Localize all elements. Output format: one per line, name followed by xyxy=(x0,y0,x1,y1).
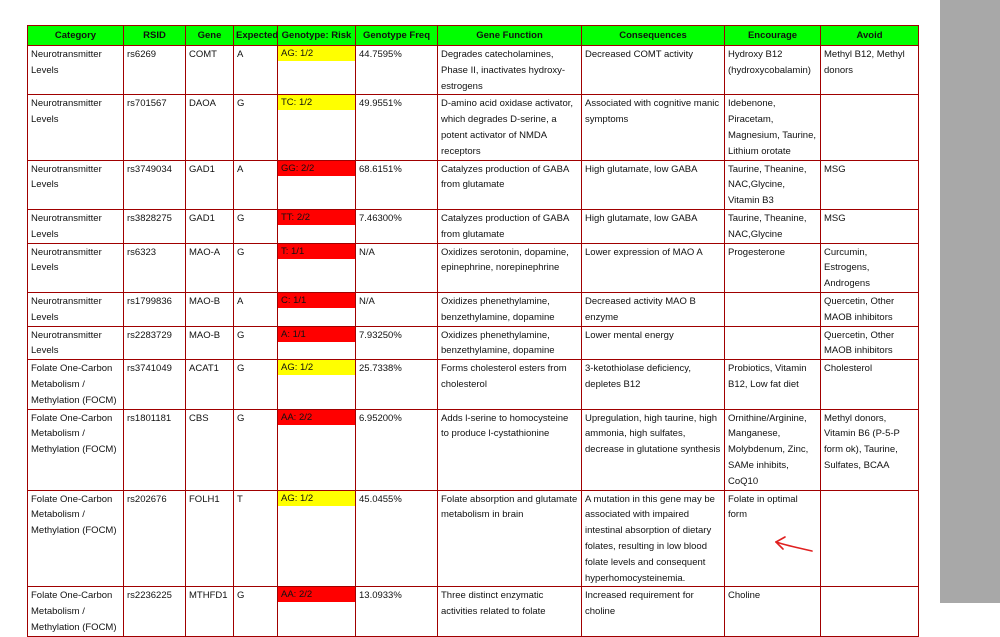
cell-consequences: Decreased activity MAO B enzyme xyxy=(582,292,725,326)
header-gene: Gene xyxy=(186,26,234,46)
cell-avoid xyxy=(821,95,919,160)
cell-function: Forms cholesterol esters from cholesterol xyxy=(438,360,582,409)
cell-avoid: MSG xyxy=(821,209,919,243)
risk-badge: C: 1/1 xyxy=(278,293,355,308)
cell-encourage xyxy=(725,292,821,326)
table-row xyxy=(28,209,919,243)
risk-badge: AA: 2/2 xyxy=(278,587,355,602)
cell-category: Folate One-Carbon Metabolism / Methylation (FOCM) xyxy=(28,409,124,490)
cell-expected: G xyxy=(234,326,278,360)
cell-consequences: High glutamate, low GABA xyxy=(582,160,725,209)
cell-genotype xyxy=(278,292,356,326)
cell-avoid xyxy=(821,587,919,636)
cell-category: Neurotransmitter Levels xyxy=(28,243,124,292)
cell-freq: 25.7338% xyxy=(356,360,438,409)
cell-rsid: rs3741049 xyxy=(124,360,186,409)
cell-expected: G xyxy=(234,209,278,243)
cell-gene: DAOA xyxy=(186,95,234,160)
cell-avoid: MSG xyxy=(821,160,919,209)
cell-avoid xyxy=(821,490,919,587)
cell-consequences: A mutation in this gene may be associated with impaired intestinal absorption of dietary folates, resulting in low blood folate levels and consequent hyperhomocysteinemia. xyxy=(582,490,725,587)
cell-freq: 49.9551% xyxy=(356,95,438,160)
cell-genotype xyxy=(278,243,356,292)
cell-encourage: Taurine, Theanine, NAC,Glycine xyxy=(725,209,821,243)
cell-rsid: rs3828275 xyxy=(124,209,186,243)
table-row xyxy=(28,95,919,160)
cell-function: Catalyzes production of GABA from glutamate xyxy=(438,209,582,243)
cell-function: Oxidizes phenethylamine, benzethylamine, dopamine xyxy=(438,326,582,360)
cell-function: Adds l-serine to homocysteine to produce l-cystathionine xyxy=(438,409,582,490)
cell-category: Neurotransmitter Levels xyxy=(28,160,124,209)
risk-badge: AG: 1/2 xyxy=(278,360,355,375)
cell-expected: G xyxy=(234,95,278,160)
cell-avoid: Curcumin, Estrogens, Androgens xyxy=(821,243,919,292)
cell-consequences: Decreased COMT activity xyxy=(582,46,725,95)
cell-gene: MTHFD1 xyxy=(186,587,234,636)
cell-freq: 44.7595% xyxy=(356,46,438,95)
header-avoid: Avoid xyxy=(821,26,919,46)
cell-expected: A xyxy=(234,160,278,209)
table-row xyxy=(28,243,919,292)
cell-category: Neurotransmitter Levels xyxy=(28,209,124,243)
cell-genotype xyxy=(278,46,356,95)
cell-consequences: Associated with cognitive manic symptoms xyxy=(582,95,725,160)
cell-gene: MAO-B xyxy=(186,326,234,360)
header-encourage: Encourage xyxy=(725,26,821,46)
cell-expected: G xyxy=(234,409,278,490)
header-expected: Expected xyxy=(234,26,278,46)
cell-genotype xyxy=(278,326,356,360)
cell-consequences: Lower mental energy xyxy=(582,326,725,360)
cell-expected: T xyxy=(234,490,278,587)
cell-expected: G xyxy=(234,360,278,409)
cell-function: Three distinct enzymatic activities related to folate xyxy=(438,587,582,636)
cell-expected: A xyxy=(234,46,278,95)
header-genotype-freq: Genotype Freq xyxy=(356,26,438,46)
cell-freq: 45.0455% xyxy=(356,490,438,587)
header-consequences: Consequences xyxy=(582,26,725,46)
cell-consequences: Lower expression of MAO A xyxy=(582,243,725,292)
cell-encourage xyxy=(725,326,821,360)
table-row xyxy=(28,360,919,409)
cell-function: Folate absorption and glutamate metabolism in brain xyxy=(438,490,582,587)
table-header-row xyxy=(28,26,919,46)
cell-encourage: Folate in optimal form xyxy=(725,490,821,587)
cell-expected: A xyxy=(234,292,278,326)
cell-gene: GAD1 xyxy=(186,160,234,209)
table-row xyxy=(28,409,919,490)
cell-avoid: Quercetin, Other MAOB inhibitors xyxy=(821,292,919,326)
risk-badge: GG: 2/2 xyxy=(278,161,355,176)
table-row xyxy=(28,587,919,636)
cell-encourage: Probiotics, Vitamin B12, Low fat diet xyxy=(725,360,821,409)
cell-genotype xyxy=(278,360,356,409)
table-row xyxy=(28,326,919,360)
cell-avoid: Quercetin, Other MAOB inhibitors xyxy=(821,326,919,360)
table-row xyxy=(28,160,919,209)
cell-gene: GAD1 xyxy=(186,209,234,243)
table-row xyxy=(28,292,919,326)
cell-category: Neurotransmitter Levels xyxy=(28,326,124,360)
cell-genotype xyxy=(278,490,356,587)
cell-encourage: Hydroxy B12 (hydroxycobalamin) xyxy=(725,46,821,95)
cell-rsid: rs701567 xyxy=(124,95,186,160)
header-category: Category xyxy=(28,26,124,46)
cell-encourage: Choline xyxy=(725,587,821,636)
cell-consequences: Upregulation, high taurine, high ammonia, high sulfates, decrease in glutatione synthesis xyxy=(582,409,725,490)
cell-freq: 7.46300% xyxy=(356,209,438,243)
cell-avoid: Methyl donors, Vitamin B6 (P-5-P form ok), Taurine, Sulfates, BCAA xyxy=(821,409,919,490)
cell-gene: FOLH1 xyxy=(186,490,234,587)
cell-gene: CBS xyxy=(186,409,234,490)
cell-rsid: rs1801181 xyxy=(124,409,186,490)
cell-function: Oxidizes serotonin, dopamine, epinephrine, norepinephrine xyxy=(438,243,582,292)
cell-genotype xyxy=(278,95,356,160)
hand-drawn-arrow-icon xyxy=(772,534,814,556)
cell-freq: N/A xyxy=(356,243,438,292)
cell-category: Neurotransmitter Levels xyxy=(28,46,124,95)
header-rsid: RSID xyxy=(124,26,186,46)
cell-function: Oxidizes phenethylamine, benzethylamine, dopamine xyxy=(438,292,582,326)
cell-encourage: Ornithine/Arginine, Manganese, Molybdenum, Zinc, SAMe inhibits, CoQ10 xyxy=(725,409,821,490)
cell-rsid: rs2236225 xyxy=(124,587,186,636)
cell-consequences: 3-ketothiolase deficiency, depletes B12 xyxy=(582,360,725,409)
cell-function: D-amino acid oxidase activator, which degrades D-serine, a potent activator of NMDA receptors xyxy=(438,95,582,160)
risk-badge: AA: 2/2 xyxy=(278,410,355,425)
cell-category: Folate One-Carbon Metabolism / Methylation (FOCM) xyxy=(28,360,124,409)
cell-genotype xyxy=(278,409,356,490)
cell-avoid: Methyl B12, Methyl donors xyxy=(821,46,919,95)
cell-freq: 68.6151% xyxy=(356,160,438,209)
cell-category: Folate One-Carbon Metabolism / Methylation (FOCM) xyxy=(28,490,124,587)
cell-category: Neurotransmitter Levels xyxy=(28,292,124,326)
cell-rsid: rs6269 xyxy=(124,46,186,95)
cell-expected: G xyxy=(234,587,278,636)
cell-consequences: Increased requirement for choline xyxy=(582,587,725,636)
cell-category: Neurotransmitter Levels xyxy=(28,95,124,160)
cell-freq: N/A xyxy=(356,292,438,326)
cell-freq: 13.0933% xyxy=(356,587,438,636)
cell-rsid: rs3749034 xyxy=(124,160,186,209)
cell-gene: MAO-B xyxy=(186,292,234,326)
risk-badge: AG: 1/2 xyxy=(278,46,355,61)
cell-function: Degrades catecholamines, Phase II, inactivates hydroxy-estrogens xyxy=(438,46,582,95)
cell-expected: G xyxy=(234,243,278,292)
risk-badge: T: 1/1 xyxy=(278,244,355,259)
cell-genotype xyxy=(278,209,356,243)
header-genotype-risk: Genotype: Risk xyxy=(278,26,356,46)
cell-genotype xyxy=(278,587,356,636)
cell-rsid: rs1799836 xyxy=(124,292,186,326)
cell-freq: 7.93250% xyxy=(356,326,438,360)
cell-genotype xyxy=(278,160,356,209)
cell-encourage: Progesterone xyxy=(725,243,821,292)
cell-gene: ACAT1 xyxy=(186,360,234,409)
cell-encourage: Idebenone, Piracetam, Magnesium, Taurine, Lithium orotate xyxy=(725,95,821,160)
risk-badge: A: 1/1 xyxy=(278,327,355,342)
risk-badge: TT: 2/2 xyxy=(278,210,355,225)
header-gene-function: Gene Function xyxy=(438,26,582,46)
cell-encourage: Taurine, Theanine, NAC,Glycine, Vitamin B3 xyxy=(725,160,821,209)
cell-avoid: Cholesterol xyxy=(821,360,919,409)
cell-freq: 6.95200% xyxy=(356,409,438,490)
cell-category: Folate One-Carbon Metabolism / Methylation (FOCM) xyxy=(28,587,124,636)
risk-badge: TC: 1/2 xyxy=(278,95,355,110)
risk-badge: AG: 1/2 xyxy=(278,491,355,506)
cell-consequences: High glutamate, low GABA xyxy=(582,209,725,243)
table-row xyxy=(28,46,919,95)
window-scroll-region[interactable] xyxy=(940,0,1000,603)
cell-rsid: rs6323 xyxy=(124,243,186,292)
cell-rsid: rs202676 xyxy=(124,490,186,587)
cell-rsid: rs2283729 xyxy=(124,326,186,360)
cell-function: Catalyzes production of GABA from glutamate xyxy=(438,160,582,209)
cell-gene: MAO-A xyxy=(186,243,234,292)
cell-gene: COMT xyxy=(186,46,234,95)
